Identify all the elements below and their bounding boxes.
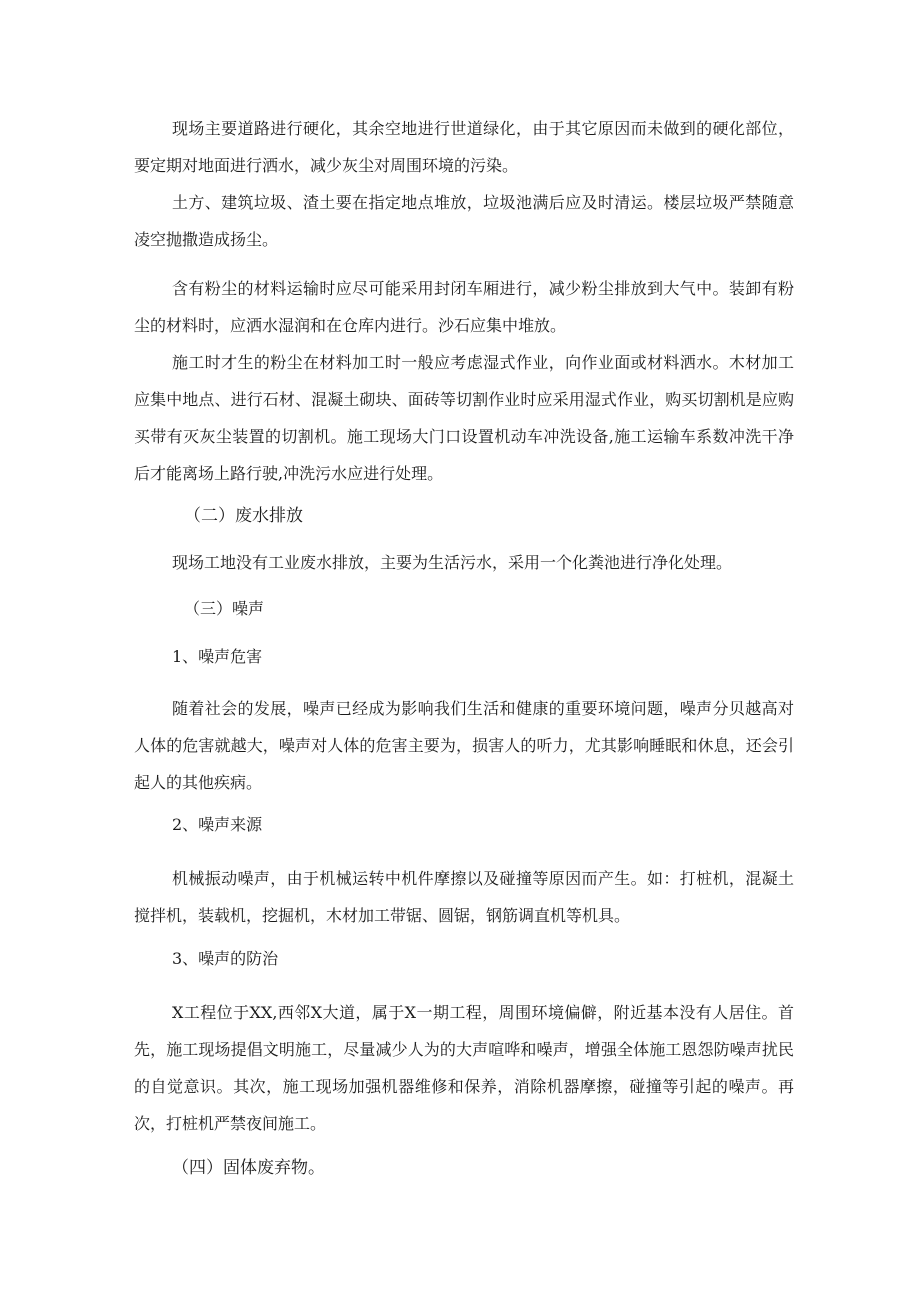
heading-noise-control: 3、噪声的防治 [172,949,279,968]
paragraph-garbage-stacking: 土方、建筑垃圾、渣土要在指定地点堆放，垃圾池满后应及时清运。楼层垃圾严禁随意凌空抛撒造成扬尘。 [134,193,794,249]
paragraph-noise-harm: 随着社会的发展，噪声已经成为影响我们生活和健康的重要环境问题，噪声分贝越高对人体的危害就越大，噪声对人体的危害主要为，损害人的听力，尤其影响睡眠和休息，还会引起人的其他疾病。 [134,699,794,792]
paragraph-road-hardening: 现场主要道路进行硬化，其余空地进行世道绿化，由于其它原因而未做到的硬化部位，要定期对地面进行洒水，减少灰尘对周围环境的污染。 [134,119,794,175]
paragraph-wastewater: 现场工地没有工业废水排放，主要为生活污水，采用一个化粪池进行净化处理。 [172,553,733,572]
paragraph-dust-processing: 施工时才生的粉尘在材料加工时一般应考虑湿式作业，向作业面或材料洒水。木材加工应集中地点、进行石材、混凝土砌块、面砖等切割作业时应采用湿式作业，购买切割机是应购买带有灭灰尘装置的切割机。施工现场大门口设置机动车冲洗设备,施工运输车系数冲洗干净后才能离场上路行驶,冲洗污水应进行处理。 [134,353,794,483]
paragraph-noise-control: X工程位于XX,西邻X大道，属于X一期工程，周围环境偏僻，附近基本没有人居住。首先，施工现场提倡文明施工，尽量减少人为的大声喧哗和噪声，增强全体施工恩怨防噪声扰民的自觉意识。其次，施工现场加强机器维修和保养，消除机器摩擦，碰撞等引起的噪声。再次，打桩机严禁夜间施工。 [134,1003,794,1133]
heading-noise-harm: 1、噪声危害 [172,647,263,666]
heading-noise-source: 2、噪声来源 [172,815,263,834]
heading-noise: （三）噪声 [184,599,265,618]
heading-wastewater: （二）废水排放 [184,506,303,526]
paragraph-noise-source: 机械振动噪声，由于机械运转中机件摩擦以及碰撞等原因而产生。如：打桩机，混凝土搅拌机，装载机，挖掘机，木材加工带锯、圆锯，钢筋调直机等机具。 [134,869,794,925]
heading-solid-waste: （四）固体废弃物。 [172,1158,325,1178]
paragraph-dust-transport: 含有粉尘的材料运输时应尽可能采用封闭车厢进行，减少粉尘排放到大气中。装卸有粉尘的材料时，应洒水湿润和在仓库内进行。沙石应集中堆放。 [134,279,794,335]
